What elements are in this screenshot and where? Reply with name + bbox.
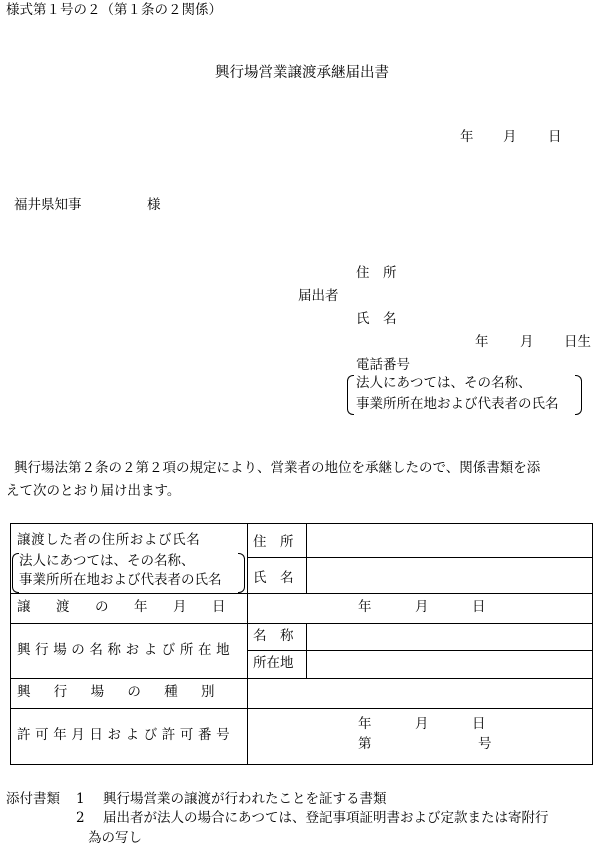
table-border-top [10, 523, 593, 524]
table-rule [247, 650, 593, 651]
birth-month: 月 [520, 334, 534, 350]
attachment-2-number: 2 [76, 810, 85, 826]
table-rule [306, 523, 307, 593]
form-number: 様式第１号の２（第１条の２関係） [6, 2, 222, 18]
transferor-corp-note-1: 法人にあつては、その名称、 [19, 553, 195, 569]
table-note-right-bracket [238, 553, 245, 593]
transfer-date-label: 譲渡の年月日 [17, 599, 251, 615]
table-border-bottom [10, 764, 593, 765]
attachment-2-text-1: 届出者が法人の場合にあつては、登記事項証明書および定款または寄附行 [103, 810, 549, 826]
transferor-address-label: 住 所 [253, 534, 294, 550]
birth-year: 年 [475, 334, 489, 350]
transferor-name-label: 氏 名 [253, 570, 294, 586]
transfer-details-table [10, 523, 593, 765]
venue-name-field[interactable] [312, 627, 588, 647]
transfer-date-month: 月 [415, 599, 429, 615]
venue-label: 興行場の名称および所在地 [17, 642, 235, 658]
permit-date-day: 日 [472, 716, 486, 732]
birth-day: 日生 [564, 334, 591, 350]
table-rule [306, 623, 307, 678]
table-rule [10, 593, 593, 594]
venue-location-label: 所在地 [253, 655, 294, 671]
attachment-2-text-2: 為の写し [88, 830, 142, 846]
date-day: 日 [548, 129, 562, 145]
addressee-name: 福井県知事 [14, 197, 82, 213]
transferor-name-field[interactable] [312, 563, 588, 589]
table-rule [247, 523, 248, 764]
transferor-address-field[interactable] [312, 529, 588, 553]
attachments-label: 添付書類 [6, 791, 60, 807]
permit-number-prefix: 第 [358, 736, 372, 752]
date-year: 年 [460, 129, 474, 145]
addressee-honorific: 様 [147, 197, 161, 213]
corp-note-left-bracket [347, 375, 354, 415]
transfer-date-day: 日 [472, 599, 486, 615]
permit-number-suffix: 号 [478, 736, 492, 752]
notifier-corp-note-1: 法人にあつては、その名称、 [356, 375, 532, 391]
table-rule [10, 708, 593, 709]
body-line-2: えて次のとおり届け出ます。 [6, 483, 181, 499]
venue-location-field[interactable] [312, 654, 588, 674]
venue-name-label: 名 称 [253, 628, 294, 644]
table-rule [247, 557, 593, 558]
transfer-date-year: 年 [358, 599, 372, 615]
permit-date-month: 月 [415, 716, 429, 732]
notifier-phone-label: 電話番号 [356, 357, 410, 373]
notifier-name-label: 氏 名 [356, 311, 397, 327]
permit-date-year: 年 [358, 716, 372, 732]
permit-label: 許可年月日および許可番号 [17, 727, 235, 743]
transferor-header: 譲渡した者の住所および氏名 [17, 532, 201, 548]
table-note-left-bracket [12, 553, 19, 593]
notifier-corp-note-2: 事業所所在地および代表者の氏名 [356, 396, 559, 412]
table-border-left [10, 523, 11, 764]
notifier-address-label: 住 所 [356, 265, 397, 281]
attachment-1-number: 1 [76, 791, 85, 807]
body-line-1: 興行場法第２条の２第２項の規定により、営業者の地位を承継したので、関係書類を添 [14, 460, 541, 476]
corp-note-right-bracket [575, 375, 582, 415]
document-title: 興行場営業譲渡承継届出書 [215, 65, 389, 81]
table-rule [10, 678, 593, 679]
transferor-corp-note-2: 事業所所在地および代表者の氏名 [19, 572, 222, 588]
venue-type-field[interactable] [253, 682, 589, 704]
date-month: 月 [503, 129, 517, 145]
notifier-label: 届出者 [298, 288, 339, 304]
table-border-right [592, 523, 593, 764]
venue-type-label: 興行場の種別 [17, 684, 238, 700]
table-rule [10, 623, 593, 624]
attachment-1-text: 興行場営業の譲渡が行われたことを証する書類 [103, 791, 387, 807]
